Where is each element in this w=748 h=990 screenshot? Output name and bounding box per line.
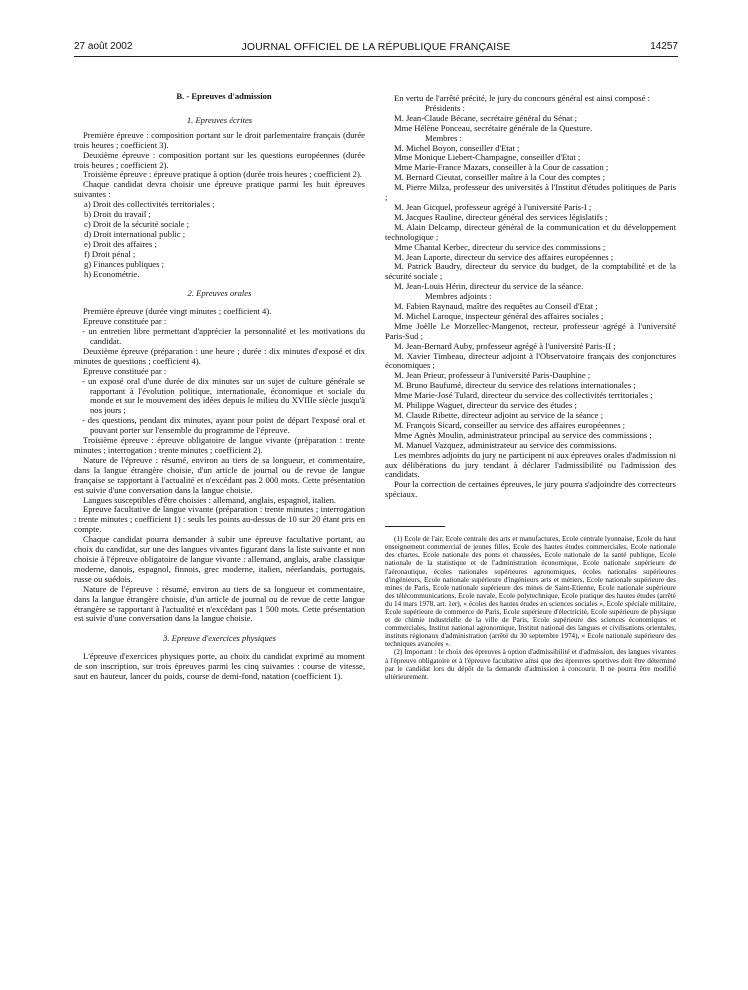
paragraph: En vertu de l'arrêté précité, le jury du concours général est ainsi composé : (394, 93, 650, 103)
footnote-2: (2) Important : le choix des épreuves à option d'admissibilité et d'admission, des langues vivantes à l'épreuve obligatoire et à l'épreuve facultative ainsi que des épreuves sportives doit être déterminé par le candidat lors du dépôt de la demande d'admission à concourir. Il ne pourra être modifié ultérieurement. (385, 648, 676, 681)
list-item: Mme Marie-France Mazars, conseiller à la Cour de cassation ; (394, 162, 609, 173)
list-item: g) Finances publiques ; (84, 258, 164, 269)
paragraph: Epreuve constituée par : (83, 365, 167, 376)
paragraph: Deuxième épreuve (préparation : une heure ; durée : dix minutes d'exposé et dix minutes de questions ; coefficient 4). (74, 345, 365, 366)
list-item: M. Jacques Rauline, directeur général des services législatifs ; (394, 211, 608, 222)
list-item: b) Droit du travail ; (84, 209, 151, 220)
subsection-title-orales: 2. Epreuves orales (187, 288, 252, 299)
left-column (74, 92, 365, 682)
paragraph: Langues susceptibles d'être choisies : allemand, anglais, espagnol, italien. (83, 494, 337, 505)
presidents-label: Présidents : (425, 102, 465, 113)
list-item: M. Alain Delcamp, directeur général de la communication et du développement technologique ; (385, 221, 676, 242)
list-item: M. Jean Prieur, professeur à l'université Paris-Dauphine ; (394, 370, 591, 381)
list-item: M. Jean Gicquel, professeur agrégé à l'université Paris-I ; (394, 201, 592, 212)
list-item: M. Claude Ribette, directeur adjoint au service de la séance ; (394, 410, 604, 420)
list-item: M. Manuel Vazquez, administrateur au service des commissions. (394, 439, 617, 450)
list-item: e) Droit des affaires ; (84, 238, 157, 249)
list-item: Mme Monique Liebert-Champagne, conseiller d'Etat ; (394, 152, 581, 163)
list-item: Mme Hélène Ponceau, secrétaire générale de la Questure. (394, 122, 593, 133)
list-item: M. Jean-Claude Bécane, secrétaire général du Sénat ; (394, 112, 578, 123)
page-number: 14257 (650, 41, 678, 52)
paragraph: Première épreuve (durée vingt minutes ; coefficient 4). (83, 306, 272, 317)
list-item: M. François Sicard, conseiller au service des affaires européennes ; (394, 419, 626, 430)
footnote-1: (1) Ecole de l'air, Ecole centrale des arts et manufactures, Ecole centrale lyonnaise, Ecole du haut enseignement commercial de jeunes filles, Ecole des hautes études commerciales, Ecole nationale des chartes, Ecole nationale des ponts et chaussées, Ecole nationale de la santé publique, Ecole nationale de la statistique et de l'administration économique, Ecole nationale supérieure de l'aéronautique, écoles nationales supérieures agronomiques, écoles nationales supérieures d'ingénieurs, Ecole nationale supérieure d'ingénieurs arts et métiers, Ecole nationale supérieure des mines de Paris, Ecole nationale supérieure des mines de Saint-Etienne, Ecole nationale supérieure des télécommunications, Ecole navale, Ecole polytechnique, Ecole pratique des hautes études (arrêté du 14 mars 1978, art. 1er), « écoles des hautes études en sciences sociales », Ecole spéciale militaire, Ecole supérieure de commerce de Paris, Ecole supérieure d'électricité, Ecole supérieure de physique et de chimie industrielle de la ville de Paris, Ecole supérieure des sciences économiques et commerciales, Institut national agronomique, Institut national des langues et civilisations orientales, instituts régionaux d'administration (arrêté du 30 septembre 1974), « Ecole nationale supérieure des techniques avancées ». (385, 535, 676, 649)
list-item: M. Bruno Baufumé, directeur du service des relations internationales ; (394, 380, 636, 391)
section-title: B. - Epreuves d'admission (176, 91, 272, 101)
paragraph: Les membres adjoints du jury ne participent ni aux épreuves orales d'admission ni aux délibérations du jury tendant à déclarer l'admissibilité ou l'admission des candidats. (385, 449, 676, 480)
paragraph: Troisième épreuve : épreuve pratique à option (durée trois heures ; coefficient 2). (83, 169, 362, 180)
journal-title: JOURNAL OFFICIEL DE LA RÉPUBLIQUE FRANÇAISE (241, 41, 511, 53)
list-item: - des questions, pendant dix minutes, ayant pour point de départ l'exposé oral et pouvant porter sur l'ensemble du programme de l'épreuve. (82, 415, 365, 436)
list-item: c) Droit de la sécurité sociale ; (84, 218, 189, 229)
subsection-title-ecrites: 1. Epreuves écrites (186, 114, 253, 125)
list-item: M. Bernard Cieutat, conseiller maître à la Cour des comptes ; (394, 172, 605, 183)
list-item: M. Patrick Baudry, directeur du service du budget, de la comptabilité et de la sécurité sociale ; (385, 261, 676, 282)
membres-label: Membres : (425, 132, 462, 143)
list-item: Mme Joëlle Le Morzellec-Mangenot, recteur, professeur agrégé à l'université Paris-Sud ; (385, 320, 676, 341)
footnotes (385, 535, 676, 681)
right-column (385, 94, 676, 681)
paragraph: Première épreuve : composition portant sur le droit parlementaire français (durée trois heures ; coefficient 3). (74, 129, 365, 150)
list-item: M. Jean-Louis Hérin, directeur du service de la séance. (394, 281, 584, 292)
list-item: M. Michel Laroque, inspecteur général des affaires sociales ; (394, 310, 604, 321)
list-item: M. Fabien Raynaud, maître des requêtes au Conseil d'Etat ; (394, 301, 598, 312)
list-item: Mme Chantal Kerbec, directeur du service des commissions ; (394, 241, 606, 252)
footnote-rule (385, 526, 445, 527)
list-item: d) Droit international public ; (84, 228, 186, 239)
paragraph: Epreuve facultative de langue vivante (préparation : trente minutes ; interrogation : trente minutes ; coefficient 1) : seuls les points au-dessus de 10 sur 20 étant pris en compte. (74, 504, 365, 535)
paragraph: Deuxième épreuve : composition portant sur les questions européennes (durée trois heures ; coefficient 2). (74, 149, 365, 170)
subsection-title-physiques: 3. Epreuve d'exercices physiques (163, 633, 276, 644)
header-date: 27 août 2002 (74, 41, 133, 52)
page-header (74, 41, 678, 55)
list-item: - un exposé oral d'une durée de dix minutes sur un sujet de culture générale se rapportant à l'évolution politique, internationale, économique et sociale du monde et sur le mouvement des idées depuis le milieu du XVIIIe siècle jusqu'à nos jours ; (82, 375, 365, 416)
list-item: M. Xavier Timbeau, directeur adjoint à l'Observatoire français des conjonctures économiques ; (385, 350, 676, 371)
list-item: M. Pierre Milza, professeur des universités à l'Institut d'études politiques de Paris ; (385, 182, 676, 203)
paragraph: Pour la correction de certaines épreuves, le jury pourra s'adjoindre des correcteurs spéciaux. (385, 479, 676, 500)
paragraph: Chaque candidat pourra demander à subir une épreuve facultative portant, au choix du candidat, sur une des langues vivantes figurant dans la liste suivante et non choisie à l'épreuve obligatoire de langue vivante : allemand, anglais, arabe classique moderne, danois, espagnol, finnois, grec moderne, italien, néerlandais, portugais, russe ou suédois. (74, 534, 365, 584)
list-item: - un entretien libre permettant d'apprécier la personnalité et les motivations du candidat. (82, 326, 365, 347)
paragraph: Epreuve constituée par : (83, 316, 167, 327)
list-item: M. Jean Laporte, directeur du service des affaires européennes ; (394, 251, 614, 262)
paragraph: L'épreuve d'exercices physiques porte, au choix du candidat exprimé au moment de son inscription, sur trois épreuves parmi les cinq suivantes : course de vitesse, saut en hauteur, lancer du poids, course de demi-fond, natation (coefficient 1). (74, 651, 365, 682)
paragraph: Troisième épreuve : épreuve obligatoire de langue vivante (préparation : trente minutes ; interrogation : trente minutes ; coefficient 2). (74, 435, 365, 455)
paragraph: Chaque candidat devra choisir une épreuve pratique parmi les huit épreuves suivantes : (74, 179, 365, 200)
paragraph: Nature de l'épreuve : résumé, environ au tiers de sa longueur et commentaire, dans la langue étrangère choisie, d'un article de journal ou de revue de cette langue étrangère se rapportant à l'actualité et n'excédant pas 1 500 mots. Cette présentation est suivie d'une conversation dans la langue choisie. (74, 583, 365, 624)
list-item: f) Droit pénal ; (84, 248, 136, 259)
list-item: M. Jean-Bernard Auby, professeur agrégé à l'université Paris-II ; (394, 340, 616, 351)
list-item: Mme Marie-José Tulard, directeur du service des collectivités territoriales ; (394, 390, 653, 401)
adjoints-label: Membres adjoints : (425, 291, 492, 302)
list-item: h) Econométrie. (84, 268, 140, 279)
paragraph: Nature de l'épreuve : résumé, environ au tiers de sa longueur, et commentaire, dans la langue étrangère choisie, d'un article de journal ou de revue de langue française se rapportant à l'actualité et n'excédant pas 2 000 mots. Cette présentation est suivie d'une conversation dans la langue choisie. (74, 454, 365, 495)
header-rule (74, 56, 678, 57)
list-item: M. Michel Boyon, conseiller d'Etat ; (394, 142, 520, 153)
list-item: Mme Agnès Moulin, administrateur principal au service des commissions ; (394, 429, 652, 440)
list-item: a) Droit des collectivités territoriales ; (84, 199, 215, 210)
list-item: M. Philippe Waguet, directeur du service des études ; (394, 400, 577, 411)
